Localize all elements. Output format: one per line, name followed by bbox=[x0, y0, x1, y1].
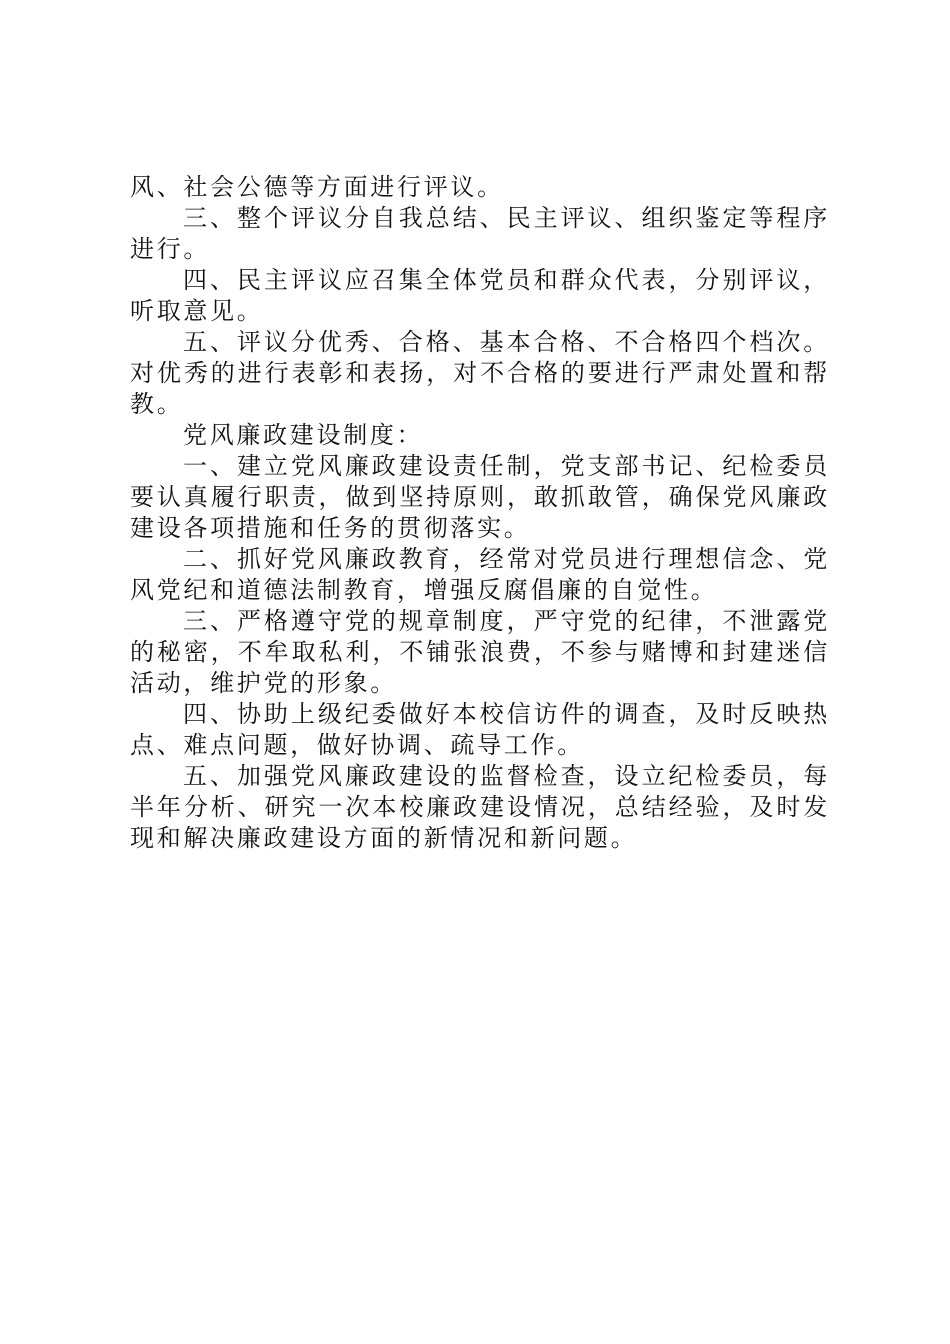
paragraph-rule-3: 三、严格遵守党的规章制度，严守党的纪律，不泄露党的秘密，不牟取私利，不铺张浪费，不参与赌博和封建迷信活动，维护党的形象。 bbox=[130, 607, 830, 697]
paragraph-rule-1: 一、建立党风廉政建设责任制，党支部书记、纪检委员要认真履行职责，做到坚持原则，敢抓敢管，确保党风廉政建设各项措施和任务的贯彻落实。 bbox=[130, 452, 830, 542]
document-body bbox=[130, 172, 830, 854]
paragraph-review-procedure: 三、整个评议分自我总结、民主评议、组织鉴定等程序进行。 bbox=[130, 204, 830, 263]
paragraph-rule-5: 五、加强党风廉政建设的监督检查，设立纪检委员，每半年分析、研究一次本校廉政建设情况，总结经验，及时发现和解决廉政建设方面的新情况和新问题。 bbox=[130, 762, 830, 852]
paragraph-democratic-review: 四、民主评议应召集全体党员和群众代表，分别评议，听取意见。 bbox=[130, 266, 830, 325]
paragraph-review-grades: 五、评议分优秀、合格、基本合格、不合格四个档次。对优秀的进行表彰和表扬，对不合格的要进行严肃处置和帮教。 bbox=[130, 328, 830, 418]
paragraph-rule-2: 二、抓好党风廉政教育，经常对党员进行理想信念、党风党纪和道德法制教育，增强反腐倡廉的自觉性。 bbox=[130, 545, 830, 604]
paragraph-rule-4: 四、协助上级纪委做好本校信访件的调查，及时反映热点、难点问题，做好协调、疏导工作。 bbox=[130, 700, 830, 759]
section-heading: 党风廉政建设制度： bbox=[183, 421, 424, 449]
paragraph-continuation: 风、社会公德等方面进行评议。 bbox=[130, 173, 504, 201]
